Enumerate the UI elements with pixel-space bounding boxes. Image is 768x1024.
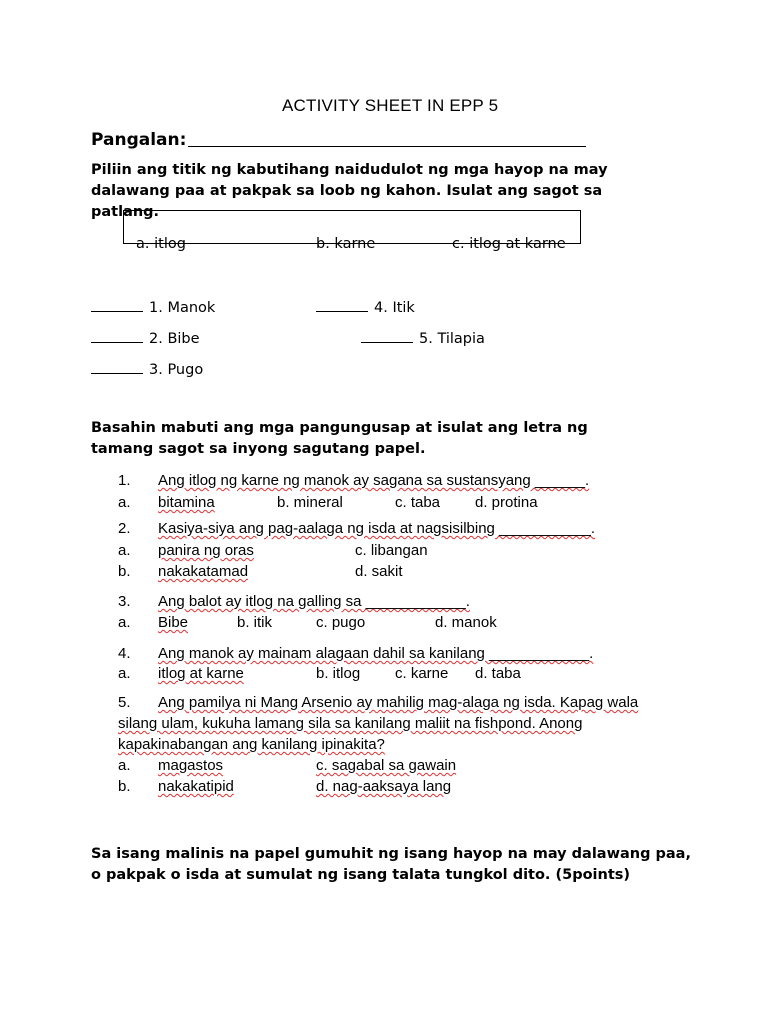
option-b: b. itik	[237, 614, 273, 631]
list-item: 3. Pugo	[91, 359, 203, 378]
question-number: 5.	[118, 694, 131, 711]
part1-instruction: Piliin ang titik ng kabutihang naidudulot ng mga hayop na may dalawang paa at pakpak sa loob ng kahon. Isulat ang sagot sa patlang.	[91, 162, 608, 220]
option-a: Bibe	[158, 614, 189, 631]
question-text-line: Ang pamilya ni Mang Arsenio ay mahilig mag-alaga ng isda. Kapag wala	[158, 694, 639, 711]
option-c: c. sagabal sa gawain	[316, 757, 457, 774]
part2-instruction: Basahin mabuti ang mga pangungusap at isulat ang letra ng tamang sagot sa inyong sagutang papel.	[91, 420, 588, 457]
question-text: Ang itlog ng karne ng manok ay sagana sa sustansyang ______.	[158, 472, 590, 489]
page-title: ACTIVITY SHEET IN EPP 5	[282, 96, 499, 115]
list-item: 4. Itik	[316, 297, 415, 316]
option-d: d. taba	[475, 665, 521, 682]
question-text: Ang manok ay mainam alagaan dahil sa kanilang ____________.	[158, 645, 594, 662]
option-b: nakakatipid	[158, 778, 234, 795]
answer-blank	[91, 328, 143, 343]
question-text-line: silang ulam, kukuha lamang sila sa kanilang maliit na fishpond. Anong	[118, 715, 583, 732]
option-letter: b.	[118, 778, 131, 795]
choice-a: a. itlog	[136, 236, 186, 252]
option-d: d. nag-aaksaya lang	[316, 778, 452, 795]
option-letter: a.	[118, 494, 131, 511]
name-underline	[188, 146, 586, 147]
option-letter: b.	[118, 563, 131, 580]
option-c: c. karne	[395, 665, 449, 682]
option-a: bitamina	[158, 494, 215, 511]
answer-blank	[91, 297, 143, 312]
option-letter: a.	[118, 614, 131, 631]
part3-instruction: Sa isang malinis na papel gumuhit ng isang hayop na may dalawang paa, o pakpak o isda at sumulat ng isang talata tungkol dito. (5points)	[91, 846, 691, 883]
question-number: 1.	[118, 472, 131, 489]
name-label: Pangalan:	[91, 130, 187, 150]
option-c: c. pugo	[316, 614, 366, 631]
question-number: 3.	[118, 593, 131, 610]
option-d: d. sakit	[355, 563, 403, 580]
option-letter: a.	[118, 757, 131, 774]
option-a: magastos	[158, 757, 224, 774]
question-text: Kasiya-siya ang pag-aalaga ng isda at nagsisilbing ___________.	[158, 520, 595, 537]
answer-blank	[91, 359, 143, 374]
answer-blank	[361, 328, 413, 343]
option-d: d. manok	[435, 614, 497, 631]
option-b: nakakatamad	[158, 563, 249, 580]
question-number: 2.	[118, 520, 131, 537]
choice-c: c. itlog at karne	[452, 236, 566, 252]
option-a: itlog at karne	[158, 665, 244, 682]
option-letter: a.	[118, 665, 131, 682]
answer-blank	[316, 297, 368, 312]
option-d: d. protina	[475, 494, 538, 511]
list-item: 2. Bibe	[91, 328, 200, 347]
option-a: panira ng oras	[158, 542, 254, 559]
question-text-line: kapakinabangan ang kanilang ipinakita?	[118, 736, 385, 753]
question-text: Ang balot ay itlog na galling sa ____________.	[158, 593, 470, 610]
option-b: b. mineral	[277, 494, 343, 511]
option-b: b. itlog	[316, 665, 361, 682]
choice-b: b. karne	[316, 236, 376, 252]
option-c: c. libangan	[355, 542, 428, 559]
option-letter: a.	[118, 542, 131, 559]
list-item: 5. Tilapia	[361, 328, 485, 347]
question-number: 4.	[118, 645, 131, 662]
option-c: c. taba	[395, 494, 441, 511]
list-item: 1. Manok	[91, 297, 215, 316]
